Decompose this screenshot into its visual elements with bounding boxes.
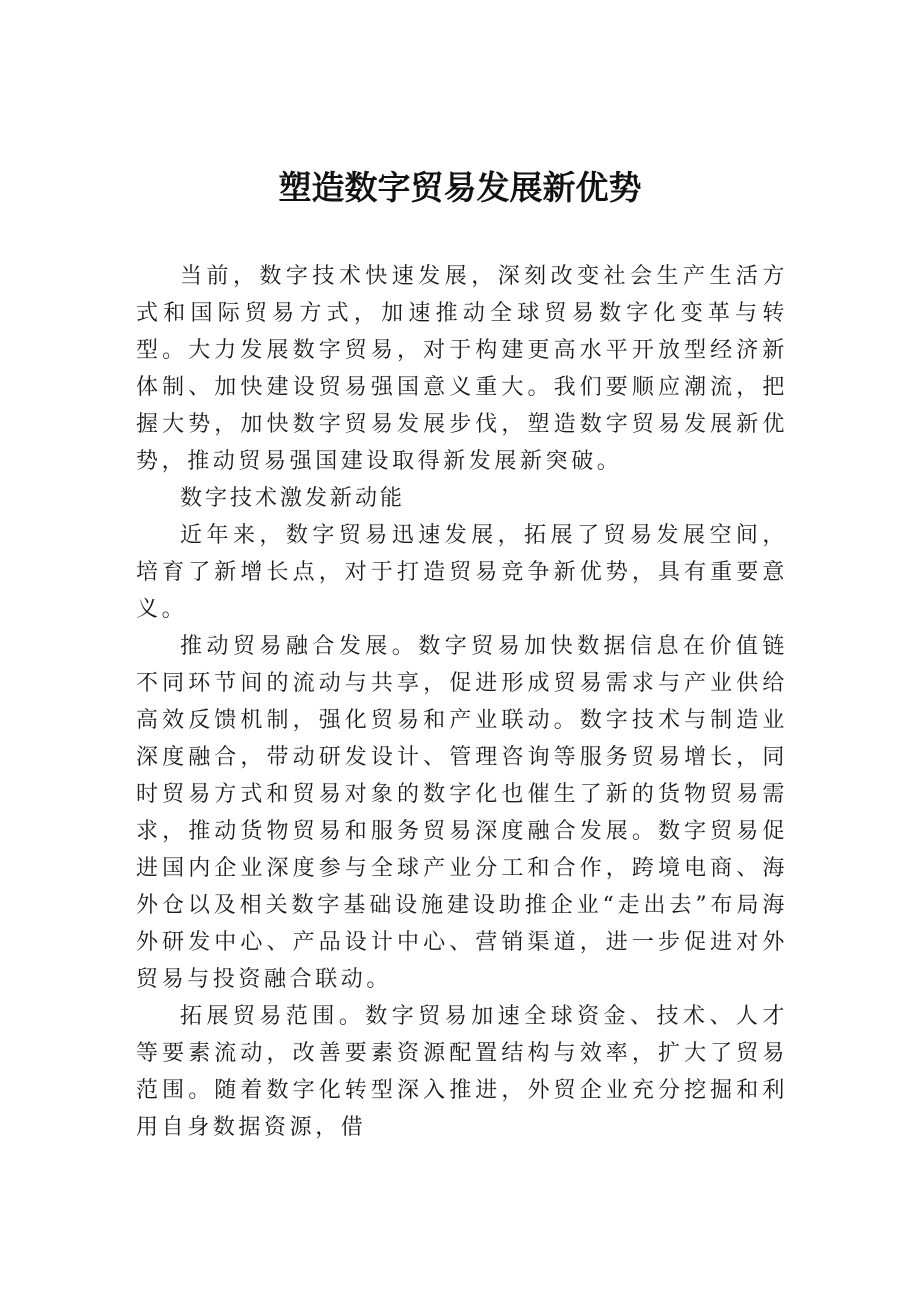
paragraph-intro: 当前，数字技术快速发展，深刻改变社会生产生活方式和国际贸易方式，加速推动全球贸易数字化变革与转型。大力发展数字贸易，对于构建更高水平开放型经济新体制、加快建设贸易强国意义重大。我们要顺应潮流，把握大势，加快数字贸易发展步伐，塑造数字贸易发展新优势，推动贸易强国建设取得新发展新突破。 [136,264,788,474]
paragraph-trade-integration: 推动贸易融合发展。数字贸易加快数据信息在价值链不同环节间的流动与共享，促进形成贸易需求与产业供给高效反馈机制，强化贸易和产业联动。数字技术与制造业深度融合，带动研发设计、管理咨询等服务贸易增长，同时贸易方式和贸易对象的数字化也催生了新的货物贸易需求，推动货物贸易和服务贸易深度融合发展。数字贸易促进国内企业深度参与全球产业分工和合作，跨境电商、海外仓以及相关数字基础设施建设助推企业“走出去”布局海外研发中心、产品设计中心、营销渠道，进一步促进对外贸易与投资融合联动。 [136,634,788,992]
paragraph-trade-scope: 拓展贸易范围。数字贸易加速全球资金、技术、人才等要素流动，改善要素资源配置结构与效率，扩大了贸易范围。随着数字化转型深入推进，外贸企业充分挖掘和利用自身数据资源，借 [136,1004,788,1140]
section-heading: 数字技术激发新动能 [180,486,406,511]
paragraph-overview: 近年来，数字贸易迅速发展，拓展了贸易发展空间，培育了新增长点，对于打造贸易竞争新优势，具有重要意义。 [136,523,788,622]
document-body [136,258,788,1146]
document-title: 塑造数字贸易发展新优势 [278,168,642,207]
